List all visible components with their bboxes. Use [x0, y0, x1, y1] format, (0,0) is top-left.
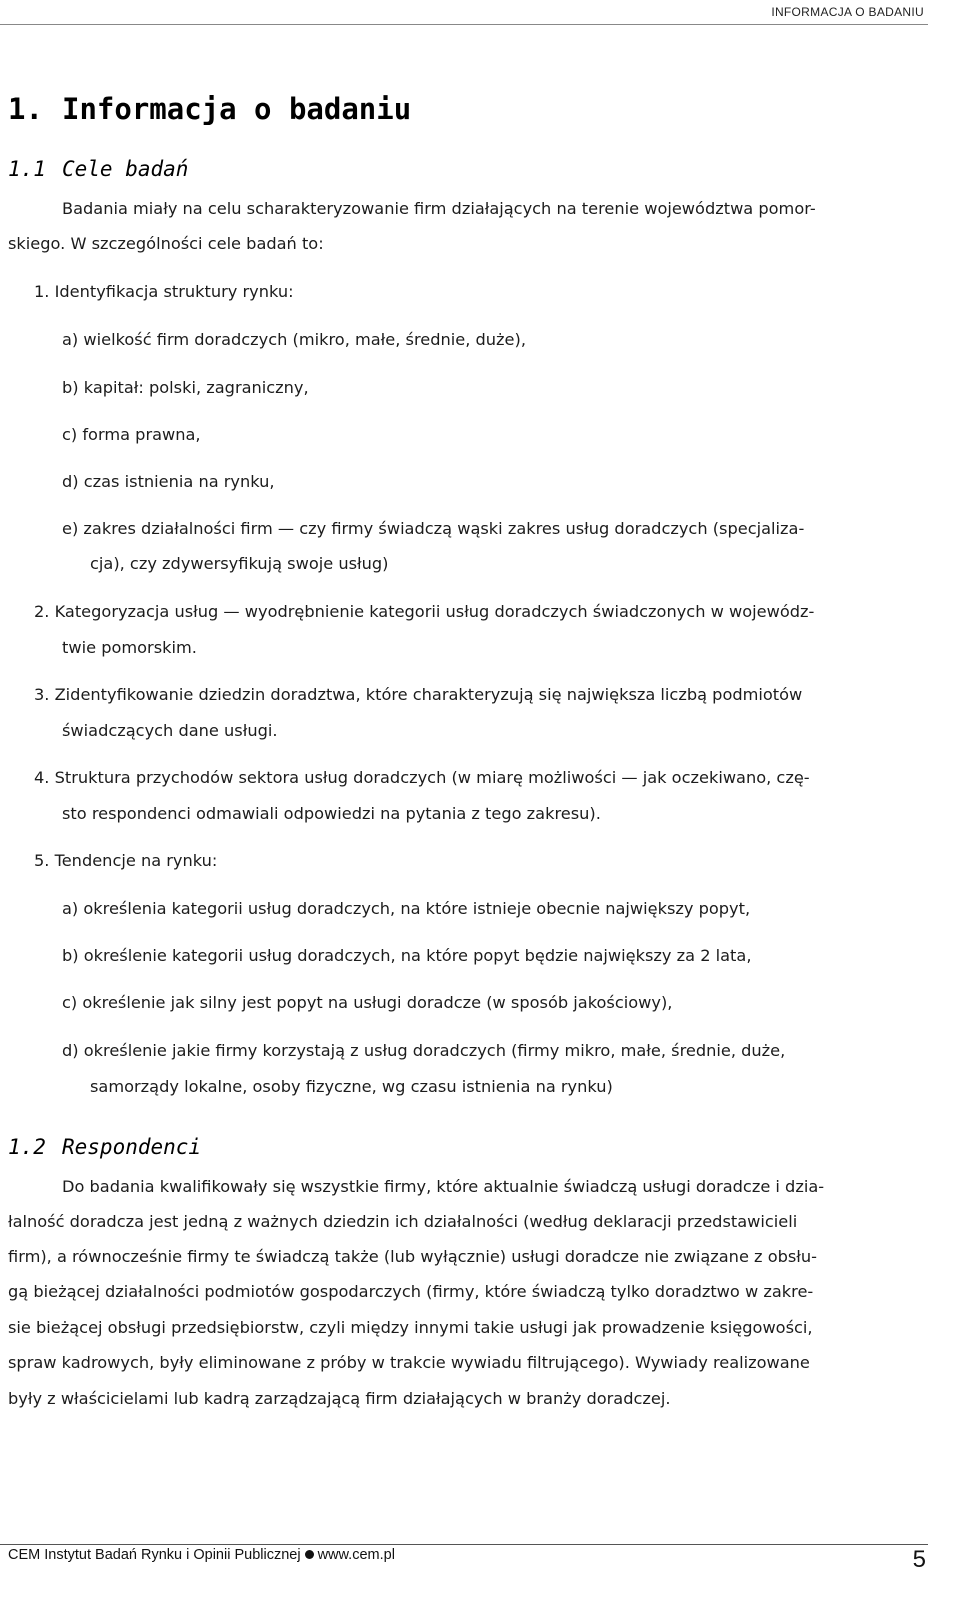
footer: [8, 1547, 395, 1563]
subsection-heading-1-2: [8, 1135, 201, 1159]
list-item-1e-line-1: e) zakres działalności firm — czy firmy świadczą wąski zakres usług doradczych (specjaliza-: [62, 519, 805, 538]
list-item-3-line-1: 3. Zidentyfikowanie dziedzin doradztwa, które charakteryzują się największa liczbą podmiotów: [34, 685, 803, 704]
list-item-5: 5. Tendencje na rynku:: [34, 851, 218, 870]
subsection-title: Cele badań: [62, 157, 189, 181]
list-item-1e-line-2: cja), czy zdywersyfikują swoje usług): [90, 554, 389, 573]
list-item-5a: a) określenia kategorii usług doradczych, na które istnieje obecnie największy popyt,: [62, 899, 751, 918]
section-title: Informacja o badaniu: [62, 92, 412, 126]
list-item-4-line-1: 4. Struktura przychodów sektora usług doradczych (w miarę możliwości — jak oczekiwano, czę-: [34, 768, 810, 787]
subsection-heading-1-1: [8, 157, 188, 181]
list-item-4-line-2: sto respondenci odmawiali odpowiedzi na pytania z tego zakresu).: [62, 804, 601, 823]
respondents-line-2: łalność doradcza jest jedną z ważnych dziedzin ich działalności (według deklaracji przedstawicieli: [8, 1212, 798, 1231]
list-item-5d-line-1: d) określenie jakie firmy korzystają z usług doradczych (firmy mikro, małe, średnie, duże,: [62, 1041, 786, 1060]
list-item-3-line-2: świadczących dane usługi.: [62, 721, 278, 740]
respondents-line-7: były z właścicielami lub kadrą zarządzającą firm działających w branży doradczej.: [8, 1389, 671, 1408]
list-item-5c: c) określenie jak silny jest popyt na usługi doradcze (w sposób jakościowy),: [62, 993, 673, 1012]
list-item-5d-line-2: samorządy lokalne, osoby fizyczne, wg czasu istnienia na rynku): [90, 1077, 613, 1096]
respondents-line-3: firm), a równocześnie firmy te świadczą także (lub wyłącznie) usługi doradcze nie związane z obsłu-: [8, 1247, 818, 1266]
running-header: [0, 0, 960, 34]
respondents-line-5: sie bieżącej obsługi przedsiębiorstw, czyli między innymi takie usługi jak prowadzenie księgowości,: [8, 1318, 813, 1337]
list-item-1b: b) kapitał: polski, zagraniczny,: [62, 378, 309, 397]
respondents-line-6: spraw kadrowych, były eliminowane z próby w trakcie wywiadu filtrującego). Wywiady realizowane: [8, 1353, 810, 1372]
section-number: 1.: [8, 92, 43, 126]
subsection-number: 1.2: [8, 1135, 46, 1159]
respondents-line-1: Do badania kwalifikowały się wszystkie firmy, które aktualnie świadczą usługi doradcze i dzia-: [62, 1177, 825, 1196]
subsection-title: Respondenci: [62, 1135, 202, 1159]
running-header-title: INFORMACJA O BADANIU: [771, 5, 924, 19]
list-item-2-line-1: 2. Kategoryzacja usług — wyodrębnienie kategorii usług doradczych świadczonych w wojewódz-: [34, 602, 815, 621]
list-item-5b: b) określenie kategorii usług doradczych, na które popyt będzie największy za 2 lata,: [62, 946, 752, 965]
intro-line-1: Badania miały na celu scharakteryzowanie firm działających na terenie województwa pomor-: [62, 199, 816, 218]
list-item-1d: d) czas istnienia na rynku,: [62, 472, 275, 491]
bullet-icon: [305, 1550, 314, 1559]
intro-line-2: skiego. W szczególności cele badań to:: [8, 234, 324, 253]
list-item-2-line-2: twie pomorskim.: [62, 638, 197, 657]
footer-url[interactable]: www.cem.pl: [317, 1547, 395, 1563]
header-rule: [0, 24, 928, 25]
list-item-1: 1. Identyfikacja struktury rynku:: [34, 282, 294, 301]
respondents-line-4: gą bieżącej działalności podmiotów gospodarczych (firmy, które świadczą tylko doradztwo w zakre-: [8, 1282, 814, 1301]
subsection-number: 1.1: [8, 157, 46, 181]
page-number: 5: [912, 1546, 926, 1573]
list-item-1c: c) forma prawna,: [62, 425, 201, 444]
section-heading-1: [8, 92, 411, 126]
list-item-1a: a) wielkość firm doradczych (mikro, małe, średnie, duże),: [62, 330, 526, 349]
footer-org: CEM Instytut Badań Rynku i Opinii Publicznej: [8, 1547, 301, 1563]
footer-rule: [0, 1544, 928, 1545]
